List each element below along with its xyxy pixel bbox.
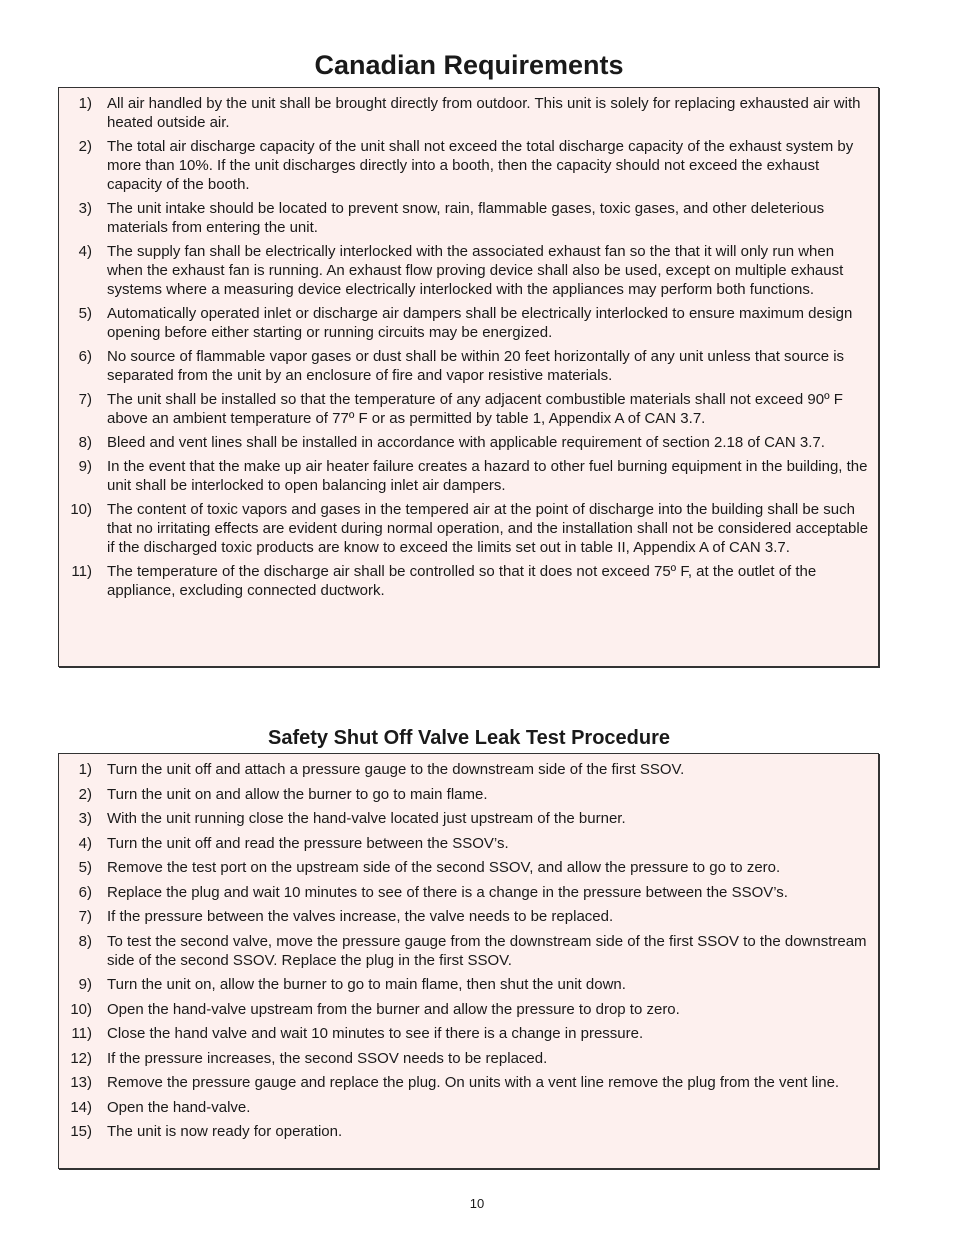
item-number: 6)	[78, 348, 92, 365]
item-text: The supply fan shall be electrically interlocked with the associated exhaust fan so the that it will only run when when the exhaust fan is running. An exhaust flow proving device shall also be used, except on multiple exhaust systems where a measuring device electrically interlocked with the appliances may perform both functions.	[107, 243, 844, 298]
item-number: 7)	[78, 908, 92, 925]
list-item	[59, 304, 878, 342]
item-text: The content of toxic vapors and gases in the tempered air at the point of discharge into the building shall be such that no irritating effects are evident during normal operation, and the installation shall not be considered acceptable if the discharged toxic products are know to exceed the limits set out in table II, Appendix A of CAN 3.7.	[107, 501, 869, 556]
item-text: Remove the test port on the upstream side of the second SSOV, and allow the pressure to go to zero.	[107, 859, 781, 876]
item-number: 3)	[78, 200, 92, 217]
item-number: 1)	[78, 95, 92, 112]
item-number: 4)	[78, 243, 92, 260]
list-item	[59, 1000, 878, 1019]
item-number: 4)	[78, 834, 92, 852]
item-text: With the unit running close the hand-valve located just upstream of the burner.	[107, 810, 626, 827]
list-item	[59, 760, 878, 779]
item-text: If the pressure between the valves increase, the valve needs to be replaced.	[107, 908, 614, 925]
list-item	[59, 562, 878, 600]
item-number: 14)	[70, 1098, 92, 1116]
item-text: The unit intake should be located to prevent snow, rain, flammable gases, toxic gases, and other deleterious materials from entering the unit.	[107, 200, 825, 236]
list-item	[59, 199, 878, 237]
item-text: The unit is now ready for operation.	[107, 1123, 343, 1140]
list-item	[59, 347, 878, 385]
item-number: 2)	[78, 138, 92, 155]
item-number: 8)	[78, 434, 92, 451]
list-item	[59, 1049, 878, 1068]
item-text: Turn the unit off and read the pressure between the SSOV’s.	[107, 834, 509, 852]
item-text: Remove the pressure gauge and replace the plug. On units with a vent line remove the plug from the vent line.	[107, 1074, 840, 1091]
list-item	[59, 809, 878, 828]
item-number: 1)	[78, 761, 92, 778]
item-number: 13)	[70, 1074, 92, 1091]
list-item	[59, 433, 878, 452]
list-item	[59, 242, 878, 299]
item-text: Replace the plug and wait 10 minutes to see of there is a change in the pressure between the SSOV’s.	[107, 883, 788, 901]
item-number: 10)	[70, 1000, 92, 1018]
item-text: Turn the unit on and allow the burner to go to main flame.	[107, 785, 488, 803]
item-number: 15)	[70, 1123, 92, 1140]
leak-test-box	[58, 753, 879, 1169]
item-text: All air handled by the unit shall be brought directly from outdoor. This unit is solely for replacing exhausted air with heated outside air.	[107, 95, 861, 131]
list-item	[59, 457, 878, 495]
item-number: 11)	[71, 563, 92, 580]
item-text: In the event that the make up air heater failure creates a hazard to other fuel burning equipment in the building, the unit shall be interlocked to open balancing inlet air dampers.	[107, 458, 868, 494]
list-item	[59, 1122, 878, 1141]
canadian-requirements-title: Canadian Requirements	[314, 50, 624, 80]
list-item	[59, 1024, 878, 1043]
list-item	[59, 137, 878, 194]
item-text: Turn the unit on, allow the burner to go to main flame, then shut the unit down.	[107, 976, 626, 993]
list-item	[59, 1098, 878, 1117]
item-number: 11)	[71, 1025, 92, 1042]
item-text: Automatically operated inlet or discharge air dampers shall be electrically interlocked to ensure maximum design opening before either starting or running circuits may be energized.	[107, 305, 853, 341]
item-number: 9)	[78, 976, 92, 993]
item-number: 3)	[78, 810, 92, 827]
list-item	[59, 975, 878, 994]
item-text: The temperature of the discharge air shall be controlled so that it does not exceed 75º F, at the outlet of the appliance, excluding connected ductwork.	[107, 563, 817, 599]
item-number: 8)	[78, 932, 92, 950]
item-text: The unit shall be installed so that the temperature of any adjacent combustible materials shall not exceed 90º F above an ambient temperature of 77º F or as permitted by table 1, Appendix A of CAN 3.7.	[107, 391, 843, 427]
list-item	[59, 94, 878, 132]
canadian-requirements-list	[59, 94, 878, 600]
list-item	[59, 1073, 878, 1092]
item-text: Open the hand-valve upstream from the burner and allow the pressure to drop to zero.	[107, 1000, 680, 1018]
item-number: 5)	[78, 859, 92, 876]
list-item	[59, 390, 878, 428]
leak-test-title: Safety Shut Off Valve Leak Test Procedure	[268, 727, 670, 749]
canadian-requirements-box	[58, 87, 879, 667]
item-text: The total air discharge capacity of the unit shall not exceed the total discharge capacity of the exhaust system by more than 10%. If the unit discharges directly into a booth, then the capacity should not exceed the exhaust capacity of the booth.	[107, 138, 854, 193]
item-number: 9)	[78, 458, 92, 475]
item-number: 6)	[78, 883, 92, 901]
item-number: 7)	[78, 391, 92, 408]
list-item	[59, 785, 878, 804]
list-item	[59, 500, 878, 557]
item-text: No source of flammable vapor gases or dust shall be within 20 feet horizontally of any unit unless that source is separated from the unit by an enclosure of fire and vapor resistive materials.	[107, 348, 845, 384]
item-number: 10)	[70, 501, 92, 518]
leak-test-list	[59, 760, 878, 1141]
item-text: Open the hand-valve.	[107, 1098, 251, 1116]
list-item	[59, 858, 878, 877]
item-text: Turn the unit off and attach a pressure gauge to the downstream side of the first SSOV.	[107, 761, 685, 778]
list-item	[59, 883, 878, 902]
item-number: 12)	[70, 1049, 92, 1067]
item-number: 2)	[78, 785, 92, 803]
list-item	[59, 907, 878, 926]
item-text: Close the hand valve and wait 10 minutes to see if there is a change in pressure.	[107, 1025, 644, 1042]
item-number: 5)	[78, 305, 92, 322]
item-text: If the pressure increases, the second SSOV needs to be replaced.	[107, 1049, 548, 1067]
page-number: 10	[469, 1196, 485, 1211]
list-item	[59, 932, 878, 970]
item-text: To test the second valve, move the pressure gauge from the downstream side of the first SSOV to the downstream side of the second SSOV. Replace the plug in the first SSOV.	[107, 932, 867, 969]
list-item	[59, 834, 878, 853]
item-text: Bleed and vent lines shall be installed in accordance with applicable requirement of section 2.18 of CAN 3.7.	[107, 434, 825, 451]
